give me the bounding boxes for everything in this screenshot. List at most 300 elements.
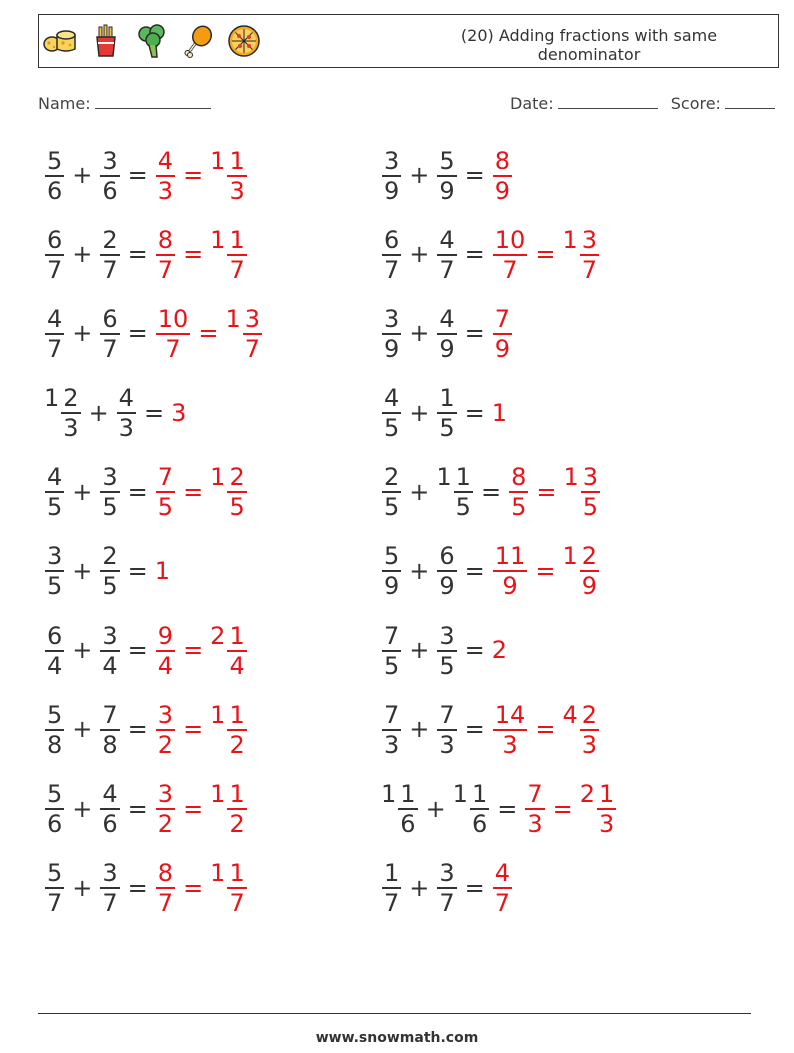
numerator: 5 (47, 859, 63, 888)
fraction (156, 306, 191, 362)
problem-row (381, 621, 617, 700)
numerator: 3 (157, 700, 174, 729)
mixed-number (381, 622, 402, 679)
whole-part: 1 (491, 398, 508, 427)
chicken-leg-icon (181, 23, 215, 59)
denominator: 5 (157, 493, 174, 522)
score-label: Score: (670, 94, 721, 113)
plus-sign: + (409, 873, 430, 902)
numerator: 4 (439, 225, 455, 254)
fraction (117, 385, 136, 441)
numerator: 4 (494, 859, 511, 888)
equation (381, 463, 601, 521)
numerator: 1 (471, 780, 488, 808)
answer (210, 226, 248, 283)
denominator: 6 (47, 810, 63, 838)
numerator: 9 (157, 621, 174, 650)
answer-equals-sign: = (183, 240, 204, 269)
whole-part: 1 (210, 859, 226, 888)
denominator: 2 (229, 730, 245, 759)
numerator: 5 (47, 146, 63, 175)
equation (381, 304, 513, 362)
mixed-number (381, 463, 402, 520)
plus-sign: + (72, 477, 93, 506)
equation (381, 621, 508, 679)
fraction (227, 781, 246, 837)
numerator: 3 (384, 146, 400, 175)
equation (44, 700, 248, 758)
numerator: 3 (384, 304, 400, 333)
problem-row (381, 859, 617, 938)
fraction (581, 464, 600, 520)
mixed-number (44, 147, 65, 204)
numerator: 1 (439, 384, 455, 413)
plus-sign: + (88, 398, 109, 427)
worksheet-header (38, 14, 779, 68)
fraction (493, 227, 528, 283)
equation (381, 780, 617, 838)
fraction (493, 306, 512, 362)
denominator: 9 (494, 176, 511, 205)
numerator: 3 (157, 780, 174, 808)
fraction (493, 543, 528, 599)
denominator: 3 (384, 730, 400, 759)
denominator: 9 (384, 334, 400, 363)
numerator: 5 (47, 780, 63, 808)
fraction (437, 860, 456, 916)
fraction (100, 464, 119, 520)
mixed-number (381, 859, 402, 916)
header-icons (43, 21, 261, 61)
numerator: 6 (439, 542, 455, 571)
problems-right-column (381, 146, 617, 938)
problem-row (381, 700, 617, 779)
answer (210, 147, 248, 204)
fraction (227, 623, 246, 679)
equation (381, 542, 600, 600)
mixed-number (99, 780, 120, 837)
numerator: 7 (384, 621, 400, 650)
denominator: 6 (471, 810, 488, 838)
mixed-number (436, 384, 457, 441)
denominator: 3 (527, 810, 543, 838)
plus-sign: + (72, 715, 93, 744)
denominator: 5 (439, 651, 455, 680)
footer-divider (38, 1013, 751, 1014)
fraction (45, 543, 64, 599)
equation (381, 384, 508, 442)
answer-equals-sign: = (535, 240, 556, 269)
numerator: 2 (384, 463, 400, 492)
equation (381, 146, 513, 204)
fraction (61, 385, 80, 441)
fraction (45, 702, 64, 758)
answer (524, 780, 545, 837)
equation (381, 225, 600, 283)
denominator: 7 (165, 334, 181, 363)
numerator: 8 (511, 463, 527, 492)
fraction (156, 227, 175, 283)
fraction (437, 385, 456, 441)
plus-sign: + (409, 398, 430, 427)
answer (210, 622, 248, 679)
numerator: 2 (102, 542, 118, 571)
fraction (437, 543, 456, 599)
plus-sign: + (409, 477, 430, 506)
fraction (398, 781, 417, 837)
answer (155, 226, 176, 283)
whole-part: 1 (210, 780, 226, 808)
mixed-number (99, 701, 120, 758)
whole-part: 1 (436, 463, 452, 492)
fraction (156, 860, 175, 916)
fraction (45, 148, 64, 204)
broccoli-icon (135, 23, 169, 59)
answer (155, 859, 176, 916)
numerator: 6 (384, 225, 400, 254)
mixed-number (99, 147, 120, 204)
numerator: 5 (47, 700, 63, 729)
fraction (45, 860, 64, 916)
numerator: 2 (581, 700, 597, 729)
denominator: 6 (47, 176, 63, 205)
denominator: 7 (229, 889, 245, 918)
equation (44, 225, 248, 283)
denominator: 9 (439, 334, 455, 363)
whole-part: 1 (44, 384, 60, 413)
fraction (227, 148, 246, 204)
numerator: 4 (157, 146, 174, 175)
denominator: 5 (47, 493, 63, 522)
fraction (100, 623, 119, 679)
denominator: 9 (502, 572, 518, 601)
plus-sign: + (409, 161, 430, 189)
numerator: 7 (527, 780, 543, 808)
answer (492, 399, 508, 427)
denominator: 6 (102, 810, 118, 838)
numerator: 3 (439, 859, 455, 888)
denominator: 9 (384, 176, 400, 205)
mixed-number (436, 147, 457, 204)
plus-sign: + (409, 556, 430, 585)
answer-equals-sign: = (198, 319, 219, 348)
numerator: 1 (229, 700, 245, 729)
answer (562, 542, 600, 599)
mixed-number (436, 226, 457, 283)
fraction (227, 464, 246, 520)
fraction (100, 702, 119, 758)
numerator: 2 (229, 463, 245, 492)
fraction (45, 227, 64, 283)
numerator: 1 (229, 780, 245, 808)
numerator: 6 (47, 225, 63, 254)
numerator: 5 (439, 146, 455, 175)
problem-row (44, 780, 263, 859)
fraction (100, 781, 119, 837)
problem-row (44, 700, 263, 779)
denominator: 3 (599, 810, 615, 838)
problem-row (381, 304, 617, 383)
denominator: 8 (102, 730, 118, 759)
whole-part: 1 (154, 556, 171, 585)
answer (492, 636, 508, 664)
fraction (580, 702, 599, 758)
answer-equals-sign: = (183, 873, 204, 902)
denominator: 6 (400, 810, 416, 838)
fraction (156, 148, 175, 204)
mixed-number (453, 780, 491, 837)
answer (492, 701, 529, 758)
problem-row (381, 463, 617, 542)
denominator: 3 (157, 176, 174, 205)
denominator: 7 (439, 255, 455, 284)
whole-part: 2 (210, 621, 226, 650)
equals-sign: = (464, 636, 485, 665)
answer (225, 305, 263, 362)
mixed-number (99, 859, 120, 916)
numerator: 10 (494, 225, 526, 254)
numerator: 1 (229, 225, 245, 254)
denominator: 6 (102, 176, 118, 205)
name-blank[interactable] (95, 95, 211, 109)
fraction (493, 860, 512, 916)
mixed-number (381, 780, 419, 837)
fraction (100, 543, 119, 599)
fraction (525, 781, 544, 837)
answer-equals-sign: = (183, 715, 204, 744)
answer (562, 226, 600, 283)
plus-sign: + (72, 873, 93, 902)
pizza-icon (227, 23, 261, 59)
numerator: 1 (229, 859, 245, 888)
problem-row (381, 780, 617, 859)
equals-sign: = (127, 319, 148, 348)
equation (44, 780, 248, 838)
mixed-number (436, 622, 457, 679)
mixed-number (44, 305, 65, 362)
equals-sign: = (464, 873, 485, 902)
denominator: 7 (384, 255, 400, 284)
mixed-number (99, 305, 120, 362)
equals-sign: = (127, 715, 148, 744)
fraction (580, 227, 599, 283)
answer (580, 780, 618, 837)
fraction (243, 306, 262, 362)
numerator: 4 (439, 304, 455, 333)
denominator: 3 (118, 414, 134, 443)
date-score-fields (510, 94, 775, 113)
denominator: 7 (157, 255, 174, 284)
problem-row (381, 225, 617, 304)
denominator: 7 (157, 889, 174, 918)
equation (44, 859, 248, 917)
fraction (437, 148, 456, 204)
numerator: 4 (102, 780, 118, 808)
mixed-number (44, 226, 65, 283)
mixed-number (99, 226, 120, 283)
denominator: 8 (47, 730, 63, 759)
denominator: 7 (581, 255, 597, 284)
fraction (382, 227, 401, 283)
date-blank[interactable] (558, 95, 658, 109)
denominator: 7 (47, 334, 63, 363)
mixed-number (381, 542, 402, 599)
equation (44, 542, 171, 600)
denominator: 5 (102, 493, 118, 522)
fraction (493, 148, 512, 204)
equals-sign: = (127, 477, 148, 506)
plus-sign: + (409, 636, 430, 665)
fraction (227, 702, 246, 758)
whole-part: 1 (563, 463, 579, 492)
numerator: 7 (384, 700, 400, 729)
name-label: Name: (38, 94, 91, 113)
answer (155, 147, 176, 204)
fraction (382, 385, 401, 441)
denominator: 3 (581, 730, 597, 759)
plus-sign: + (409, 240, 430, 269)
problem-row (44, 225, 263, 304)
fraction (100, 148, 119, 204)
cheese-icon (43, 23, 77, 59)
denominator: 5 (47, 572, 63, 601)
fraction (382, 623, 401, 679)
denominator: 4 (47, 651, 63, 680)
mixed-number (436, 463, 474, 520)
denominator: 4 (102, 651, 118, 680)
score-blank[interactable] (725, 95, 775, 109)
denominator: 3 (502, 730, 518, 759)
denominator: 3 (439, 730, 455, 759)
equals-sign: = (464, 715, 485, 744)
equals-sign: = (464, 398, 485, 427)
denominator: 2 (229, 810, 245, 838)
fraction (454, 464, 473, 520)
mixed-number (436, 701, 457, 758)
denominator: 4 (229, 651, 245, 680)
numerator: 6 (102, 304, 118, 333)
numerator: 11 (494, 542, 526, 571)
whole-part: 4 (562, 700, 578, 729)
denominator: 5 (582, 493, 599, 522)
denominator: 3 (229, 176, 245, 205)
whole-part: 1 (210, 700, 226, 729)
plus-sign: + (72, 636, 93, 665)
answer (562, 701, 600, 758)
numerator: 1 (384, 859, 400, 888)
denominator: 2 (157, 810, 174, 838)
fraction (382, 464, 401, 520)
denominator: 7 (102, 334, 118, 363)
denominator: 5 (384, 414, 400, 443)
plus-sign: + (409, 319, 430, 348)
fraction (437, 702, 456, 758)
numerator: 5 (384, 542, 400, 571)
fraction (45, 464, 64, 520)
denominator: 5 (511, 493, 527, 522)
equals-sign: = (497, 794, 518, 823)
denominator: 5 (102, 572, 118, 601)
fraction (45, 306, 64, 362)
numerator: 3 (439, 621, 455, 650)
fraction (45, 781, 64, 837)
equals-sign: = (464, 161, 485, 189)
equation (44, 463, 248, 521)
answer-equals-sign: = (183, 161, 204, 189)
mixed-number (99, 463, 120, 520)
denominator: 5 (384, 493, 400, 522)
fraction (156, 702, 175, 758)
fraction (156, 623, 175, 679)
numerator: 3 (582, 463, 599, 492)
answer (492, 859, 513, 916)
equals-sign: = (143, 398, 165, 427)
fraction (382, 860, 401, 916)
denominator: 5 (439, 414, 455, 443)
mixed-number (99, 622, 120, 679)
equation (381, 859, 513, 917)
answer (155, 780, 176, 837)
numerator: 1 (455, 463, 471, 492)
fraction (100, 306, 119, 362)
fraction (382, 702, 401, 758)
mixed-number (381, 701, 402, 758)
answer (210, 780, 248, 837)
denominator: 7 (47, 255, 63, 284)
equals-sign: = (480, 477, 502, 506)
problem-row (44, 304, 263, 383)
mixed-number (381, 305, 402, 362)
denominator: 4 (157, 651, 174, 680)
numerator: 10 (157, 304, 189, 333)
equals-sign: = (127, 161, 148, 189)
fraction (580, 543, 599, 599)
answer (155, 622, 176, 679)
denominator: 9 (384, 572, 400, 601)
mixed-number (381, 147, 402, 204)
answer (210, 463, 248, 520)
fraction (382, 148, 401, 204)
denominator: 7 (502, 255, 518, 284)
whole-part: 1 (210, 463, 226, 492)
plus-sign: + (72, 161, 93, 189)
fries-icon (89, 23, 123, 59)
answer-equals-sign: = (552, 794, 573, 823)
numerator: 4 (47, 304, 63, 333)
fraction (470, 781, 489, 837)
numerator: 7 (157, 463, 174, 492)
problem-row (44, 859, 263, 938)
denominator: 7 (494, 889, 511, 918)
equals-sign: = (127, 556, 148, 585)
fraction (382, 306, 401, 362)
equation (44, 146, 248, 204)
mixed-number (116, 384, 137, 441)
numerator: 8 (157, 225, 174, 254)
denominator: 5 (229, 493, 245, 522)
equals-sign: = (464, 240, 485, 269)
answer (508, 463, 529, 520)
mixed-number (44, 542, 65, 599)
answer-equals-sign: = (535, 715, 556, 744)
plus-sign: + (409, 715, 430, 744)
denominator: 7 (244, 334, 260, 363)
numerator: 3 (102, 146, 118, 175)
equation (44, 621, 248, 679)
plus-sign: + (425, 794, 446, 823)
mixed-number (44, 463, 65, 520)
plus-sign: + (72, 556, 93, 585)
